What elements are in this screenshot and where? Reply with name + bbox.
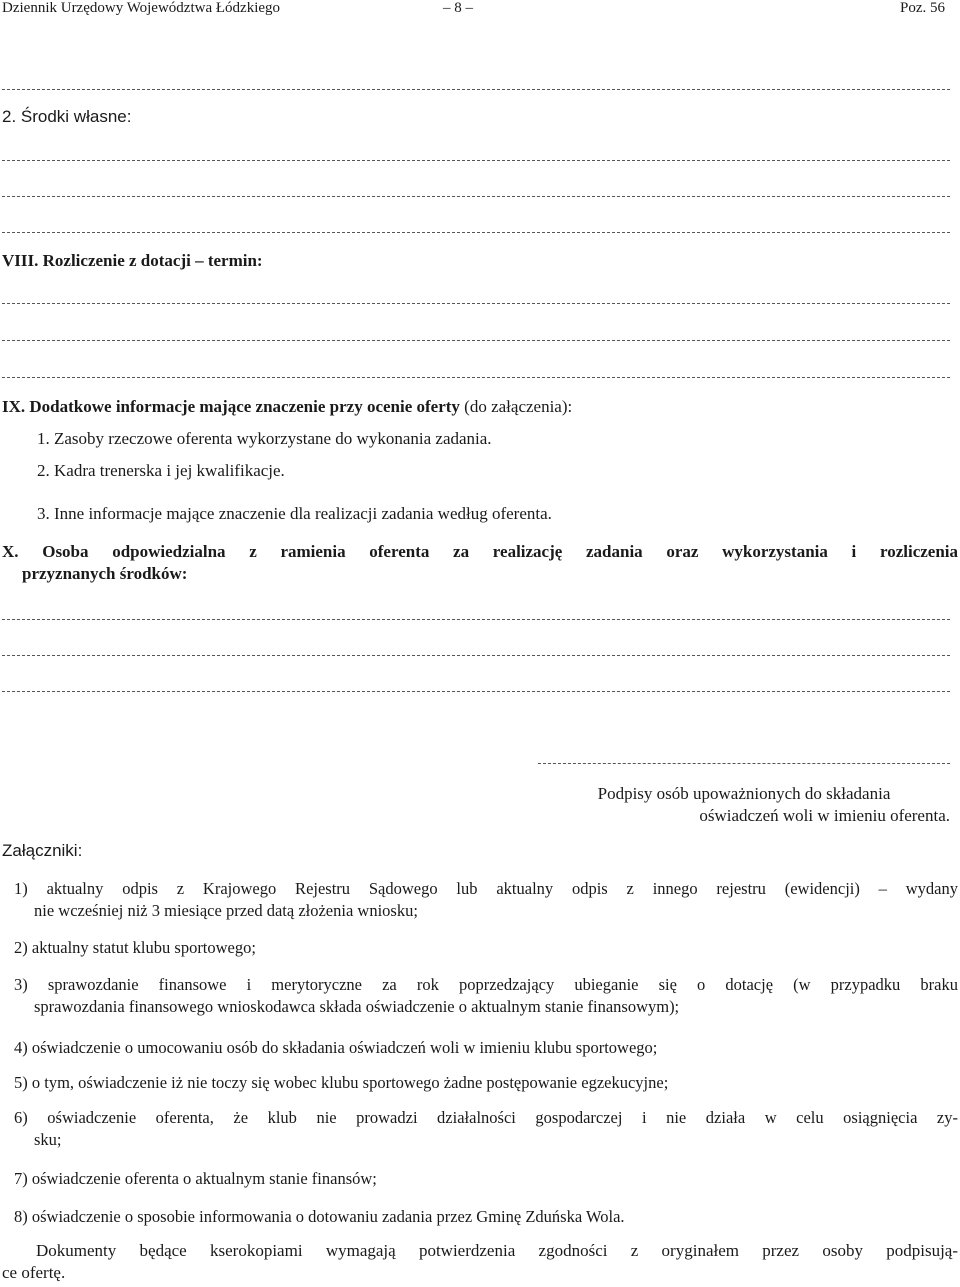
attachment-item: 6) oświadczenie oferenta, że klub nie prowadzi działalności gospodarczej i nie działa w celu osiągnięcia zy- sku; — [14, 1108, 958, 1149]
fill-line — [2, 340, 950, 341]
attachments-label: Załączniki: — [2, 841, 83, 860]
journal-title: Dziennik Urzędowy Województwa Łódzkiego — [2, 0, 281, 16]
attachment-item: 5) o tym, oświadczenie iż nie toczy się wobec klubu sportowego żadne postępowanie egzekucyjne; — [14, 1073, 669, 1092]
fill-line — [2, 160, 950, 161]
signature-line — [538, 763, 950, 764]
page-number: – 8 – — [443, 0, 473, 16]
closing-note: Dokumenty będące kserokopiami wymagają potwierdzenia zgodności z oryginałem przez osoby podpisują- ce ofertę. — [2, 1241, 958, 1282]
fill-line — [2, 196, 950, 197]
section-ix-item: 1. Zasoby rzeczowe oferenta wykorzystane do wykonania zadania. — [37, 429, 492, 448]
section-ix-heading — [2, 396, 572, 418]
attachment-item: 8) oświadczenie o sposobie informowania o dotowaniu zadania przez Gminę Zduńska Wola. — [14, 1207, 625, 1226]
fill-line — [2, 619, 950, 620]
attachment-item: 7) oświadczenie oferenta o aktualnym stanie finansów; — [14, 1169, 377, 1188]
section-viii-title: Rozliczenie z dotacji – termin: — [42, 251, 263, 270]
fill-line — [2, 691, 950, 692]
attachment-item: 2) aktualny statut klubu sportowego; — [14, 938, 256, 957]
fill-line — [2, 655, 950, 656]
fill-line — [2, 377, 950, 378]
fill-line — [2, 232, 950, 233]
attachment-item: 3) sprawozdanie finansowe i merytoryczne za rok poprzedzający ubieganie się o dotację (w przypadku braku sprawozdania finansowego wnioskodawca składa oświadczenie o aktualnym stanie finansowym); — [14, 975, 958, 1016]
signature-caption-line1: Podpisy osób upoważnionych do składania — [597, 784, 891, 803]
position-number: Poz. 56 — [900, 0, 945, 16]
section-ix-item: 2. Kadra trenerska i jej kwalifikacje. — [37, 461, 285, 480]
own-funds-label: 2. Środki własne: — [2, 107, 132, 126]
fill-line — [2, 303, 950, 304]
section-viii-numeral: VIII. — [2, 251, 39, 270]
section-viii-heading — [2, 250, 263, 272]
section-x-numeral: X. — [2, 542, 19, 561]
attachment-item: 4) oświadczenie o umocowaniu osób do składania oświadczeń woli w imieniu klubu sportowego; — [14, 1038, 658, 1057]
section-ix-item: 3. Inne informacje mające znaczenie dla realizacji zadania według oferenta. — [37, 504, 552, 523]
section-ix-numeral: IX. — [2, 397, 26, 416]
fill-line — [2, 89, 950, 90]
section-ix-title: Dodatkowe informacje mające znaczenie przy ocenie oferty — [29, 397, 460, 416]
attachment-item: 1) aktualny odpis z Krajowego Rejestru Sądowego lub aktualny odpis z innego rejestru (ewidencji) – wydany nie wcześniej niż 3 miesiące przed datą złożenia wniosku; — [14, 879, 958, 920]
section-x-title-line2: przyznanych środków: — [22, 564, 188, 583]
section-x-title-line1: X. Osoba odpowiedzialna z ramienia oferenta za realizację zadania oraz wykorzystania i rozliczenia — [2, 542, 959, 561]
section-ix-note: (do załączenia): — [464, 397, 573, 416]
signature-caption-line2: oświadczeń woli w imieniu oferenta. — [699, 806, 950, 825]
section-x-heading — [2, 541, 958, 585]
